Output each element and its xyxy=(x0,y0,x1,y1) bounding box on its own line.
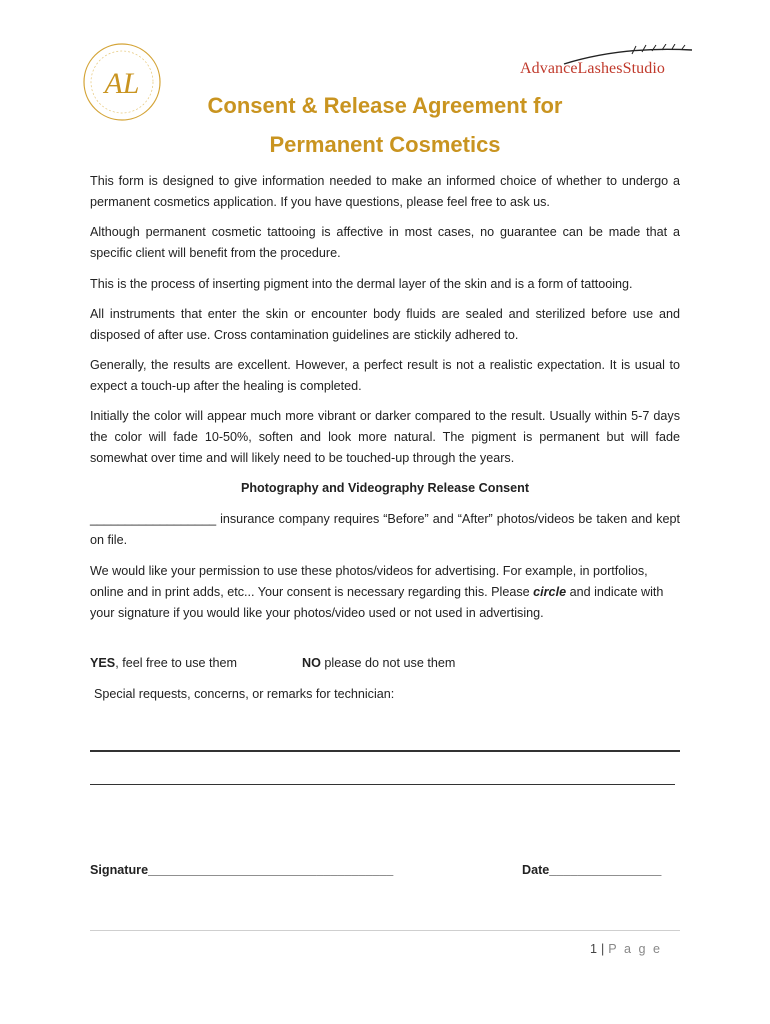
yes-label: YES xyxy=(90,656,116,670)
paragraph-results: Generally, the results are excellent. However, a perfect result is not a realistic expectation. It is usual to expect a touch-up after the healing is completed. xyxy=(90,358,680,393)
consent-yes-option[interactable] xyxy=(90,656,237,670)
paragraph-color: Initially the color will appear much more vibrant or darker compared to the result. Usually within 5-7 days the color will fade 10-50%, soften and look more natural. The pigment is permanent but will fade somewhat over time and will likely need to be touched-up through the years. xyxy=(90,409,680,465)
paragraph-permission xyxy=(90,561,680,624)
document-title-line2: Permanent Cosmetics xyxy=(269,132,501,157)
release-heading: Photography and Videography Release Consent xyxy=(240,481,530,495)
page-number: 1 xyxy=(590,942,598,956)
yes-text: , feel free to use them xyxy=(115,656,238,670)
brand-logo xyxy=(520,44,700,84)
remarks-line-1[interactable] xyxy=(90,750,680,752)
no-label: NO xyxy=(302,656,321,670)
paragraph-process: This is the process of inserting pigment into the dermal layer of the skin and is a form of tattooing. xyxy=(90,277,633,291)
consent-no-option[interactable] xyxy=(302,653,455,674)
brand-name: AdvanceLashesStudio xyxy=(520,60,665,77)
paragraph-insurance xyxy=(90,509,680,551)
paragraph-instruments: All instruments that enter the skin or encounter body fluids are sealed and sterilized before use and disposed of after use. Cross contamination guidelines are stickily adhered to. xyxy=(90,307,680,342)
special-requests-label: Special requests, concerns, or remarks for technician: xyxy=(94,687,395,701)
document-title-line1: Consent & Release Agreement for xyxy=(207,93,563,118)
insurance-company-blank[interactable]: __________________ xyxy=(90,512,217,526)
remarks-line-2[interactable] xyxy=(90,784,675,785)
paragraph-intro: This form is designed to give information needed to make an informed choice of whether to undergo a permanent cosmetics application. If you have questions, please feel free to ask us. xyxy=(90,174,680,209)
circle-emphasis: circle xyxy=(533,585,567,599)
consent-options xyxy=(90,653,680,674)
date-field[interactable] xyxy=(522,860,661,881)
date-label: Date xyxy=(522,863,550,877)
seal-monogram: AL xyxy=(104,67,140,100)
footer-separator: | xyxy=(601,942,605,956)
signature-label: Signature xyxy=(90,863,149,877)
date-blank: ________________ xyxy=(549,863,662,877)
footer-divider xyxy=(90,930,680,931)
permission-text: We would like your permission to use these photos/videos for advertising. For example, in portfolios, online and in print adds, etc... Your consent is necessary regarding this. Please xyxy=(90,564,648,599)
signature-row xyxy=(90,860,680,881)
paragraph-guarantee: Although permanent cosmetic tattooing is affective in most cases, no guarantee can be made that a specific client will benefit from the procedure. xyxy=(90,225,680,260)
no-text: please do not use them xyxy=(320,656,456,670)
page-footer xyxy=(590,942,662,956)
signature-field[interactable] xyxy=(90,863,393,877)
page-label: P a g e xyxy=(608,942,662,956)
insurance-text: insurance company requires “Before” and “After” photos/videos be taken and kept on file. xyxy=(90,512,680,547)
permission-text-cont: and indicate with your signature if you would like your photos/video used or not used in advertising. xyxy=(90,585,664,620)
signature-blank: ___________________________________ xyxy=(148,863,394,877)
